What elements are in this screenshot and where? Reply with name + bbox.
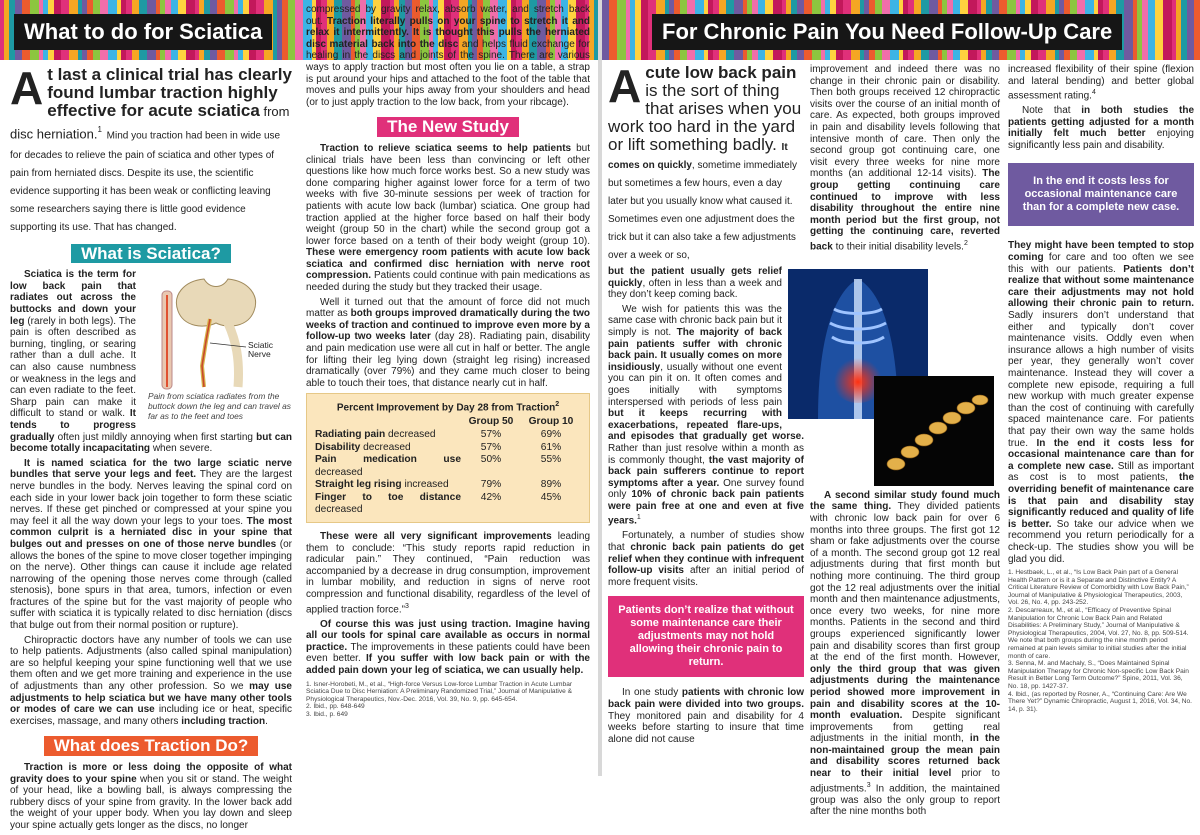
table-title: Percent Improvement by Day 28 from Traction$^2$	[336, 401, 560, 414]
table-rows	[315, 429, 581, 517]
right-banner-title: For Chronic Pain You Need Follow-Up Care	[652, 14, 1122, 50]
right-page	[602, 0, 1200, 818]
stripe	[1148, 0, 1155, 60]
study-paragraph-2: Well it turned out that the amount of force did not much matter as both groups improved dramatically during the two weeks of traction and continued to improve even more by a follow-up two weeks later (day 28). Radiating pain, disability and pain medication use were all cut in half or better. The angle for lifting their leg lying down (straight leg rising) increased dramatically (over 79%) and they came much closer to being able to touch their toes, that distance nearly cut in half.	[306, 296, 590, 389]
sciatic-nerve-illustration	[144, 271, 292, 421]
footnote: 3. Senna, M. and Machaly, S., “Does Maintained Spinal Manipulation Therapy for Chronic Non-specific Low Back Pain Result in Better Long Term Outcome?” Spine, 2011, Vol. 36, No. 18, pp. 1427-37.	[1008, 660, 1189, 691]
table-row: Pain medication use decreased 50% 55%	[315, 454, 562, 478]
footnote: 2. Descarreaux, M., et al., “Efficacy of Preventive Spinal Manipulation for Chronic Low Back Pain and Related Disabilities: A Preliminary Study,” Journal of Manipulative & Physiological Therapeutics, 2004, Vol. 27, No. 8, pp. 509-514. We note that both groups during the nine month period remained at pain levels similar to initial studies after the initial month of care.	[1008, 607, 1189, 660]
heading-what-does-traction-do: What does Traction Do?	[44, 736, 259, 756]
table-row: Finger to toe distance decreased 42% 45%	[315, 491, 562, 516]
stripe	[1155, 0, 1163, 60]
right-col3-paragraph-2: Note that in both studies the patients getting adjusted for a month initially felt much better enjoying significantly less pain and disability.	[1008, 105, 1195, 151]
stripe	[609, 0, 617, 60]
right-col2-paragraph-1: improvement and indeed there was no change in their chronic pain or disability. Then both groups received 12 chiropractic visits over the course of an initial month of care. As expected, both groups improved in pain and disability levels following that intensive month of care. Then only the second group got continuing care, one visit every three weeks for nine more months (an additional 12-14 visits). The group getting continuing care continued to improve with less disability throughout the entire nine month period but the first group, not getting the continuing care, reverted back to their initial disability levels.$^2$	[810, 64, 1000, 253]
right-fortunately-paragraph: Fortunately, a number of studies show that chronic back pain patients do get relief when they continue with infrequent follow-up visits after an initial period of more frequent visits.	[608, 530, 805, 588]
improvement-table	[306, 393, 590, 523]
right-col3-paragraph-1: increased flexibility of their spine (flexion and lateral bending) and better global assessment rating.$^4$	[1008, 64, 1194, 102]
right-column-3	[1008, 64, 1194, 713]
footnote: 2. Ibid., pp. 648-649	[306, 703, 365, 711]
stripe	[277, 0, 282, 60]
right-chronic-paragraph: We wish for patients this was the same case with chronic back pain but it simply is not. The majority of back pain patients suffer with chronic back pain. It usually comes on more insidiously, usually without one event you can pin it on. It often comes and goes initially with symptoms interspersed with periods of less pain but it keeps recurring with exacerbations, repeated flare-ups, and episodes that gradually get worse. Rather than just resolve within a month as is commonly thought, the vast majority of back pain sufferers continue to report symptoms after a year. One survey found only 10% of chronic back pain patients were pain free at one and even at five years.$^1$	[608, 303, 805, 527]
traction-continued-paragraph: compressed by gravity relax, absorb water, and stretch back out. Traction literally pulls on your spine to stretch it and relax it intermittently. It is thought this pulls the herniated disc material back into the disc and helps fluid exchange for healing in the discs and joints of the spine. There are various ways to apply traction but most often you lie on a table, a strap is put around your hips and attached to the foot of the table that moves and pulls your hips away from your shoulders and head (or to just apply traction to the low back, from your ribcage).	[306, 4, 590, 108]
traction-paragraph: Traction is more or less doing the opposite of what gravity does to your spine when you sit or stand. The weight of your head, like a bowling ball, is always compressing the rubbery discs of your spine from gravity. In the lower back add the weight of your upper body. When you lay down and sleep your spine actually gets longer as the discs, no longer	[10, 762, 292, 831]
right-acute-paragraph: but the patient usually gets relief quickly, often in less than a week and they don’t keep coming back.	[608, 266, 782, 301]
table-header-row: Group 50 Group 10	[468, 416, 574, 428]
stripe	[295, 0, 303, 60]
figure-caption: Pain from sciatica radiates from the buttock down the leg and can travel as far as to the feet and toes	[148, 391, 291, 422]
left-banner-title: What to do for Sciatica	[14, 14, 272, 50]
table-row: Radiating pain decreased 57% 69%	[315, 428, 562, 440]
footnote: 1. Hestbaek, L., et al., “Is Low Back Pain part of a General Health Pattern or is it a Separate and Distinctive Entity? A Critical Literature Review of Comorbidity with Low Back Pain,” Journal of Manipulative & Physiological Therapeutics, 2003, Vol. 26, No. 4, pp. 243-252.	[1008, 569, 1189, 607]
sciatica-paragraph-2: It is named sciatica for the two large sciatic nerve bundles that serve your legs and feet. They are the largest nerve bundles in the body. Nerves leaving the spinal cord on each side in your lower back join together to form these sciatic nerves. If these get pinched or compressed at your spine you may feel it all the way down your legs to your toes. The most common culprit is a herniated disc in your spine that bulges out and presses on one of those nerve bundles (or allows the bones of the spine to move closer together impinging on the nerve). Other things can cause it include age related narrowing of the opening those nerves come through (called stenosis), bone spurs in that area, tumors, infection or even fractures of the spine but for the vast majority of people who suffer with sciatica it is typically related to disc herniation (discs that bulge out from their normal position or rupture).	[10, 457, 292, 632]
stripe	[1187, 0, 1194, 60]
stripe	[641, 0, 648, 60]
stripe	[635, 0, 641, 60]
study-paragraph-3: These were all very significant improvements leading them to conclude: “This study reports rapid reduction in radicular pain.” They continued, “Pain reduction was accompanied by a decrease in drug consumption, improvement in lumbar mobility, and reduction in signs of nerve root compression and functional disability, regardless of the level of applied traction force.”$^3$	[306, 531, 591, 615]
stripe	[602, 0, 609, 60]
pelvis-icon	[144, 271, 292, 389]
table-row: Straight leg rising increased 79% 89%	[315, 479, 562, 491]
stripe	[1142, 0, 1148, 60]
footnote: 4. Ibid., (as reported by Rosner, A., “Continuing Care: Are We There Yet?” Dynamic Chiropractic, August 1, 2016, Vol. 34, No. 14, p. 31).	[1008, 690, 1192, 713]
stripe	[1181, 0, 1187, 60]
lede-paragraph: At last a clinical trial has clearly found lumbar traction highly effective for acute sciatica from disc herniation.$^1$ Mind you traction had been in wide use for decades to relieve the pain of sciatica and other types of pain from herniated discs. Despite its use, the scientific evidence supporting it has been weak or conflicting leaving some researchers saying there is little good evidence supporting its use. That has changed.	[10, 62, 292, 233]
stripe	[617, 0, 626, 60]
sciatic-nerve-label: Sciatic Nerve	[248, 340, 274, 360]
right-column-2	[810, 64, 1000, 821]
sciatica-paragraph-1: Sciatica is the term for low back pain that radiates out across the buttocks and down your leg (rarely in both legs). The pain is often described as burning, tingling, or searing rather than a dull ache. It can also cause numbness or weakness in the legs and can even radiate to the feet. Sharp pain can make it difficult to stand or walk. It tends to progress gradually often just mildly annoying when first starting but can become totally incapacitating when severe.	[10, 269, 292, 455]
right-footnotes	[1008, 569, 1194, 713]
footnote: 3. Ibid., p. 649	[306, 710, 348, 718]
stripe	[4, 0, 9, 60]
heading-what-is-sciatica: What is Sciatica?	[71, 244, 231, 264]
stripe	[1137, 0, 1142, 60]
right-col3-paragraph-3: They might have been tempted to stop coming for care and too often we see this with our patients. Patients don’t realize that without some maintenance care their adjustments may not hold allowing their chronic pain to return. Sadly insurers don’t understand that either and typically don’t cover maintenance visits. Oddly even when insurance allows a high number of visits per year, they generally won’t cover maintenance. Instead they will cover a complete new episode, requiring a full new workup with much greater expense than the cost of continuing with carefully spaced maintenance care. For patients that pay their own way the same holds true. In the end it costs less for occasional maintenance care than for a complete new case. Still as important as cost is to most patients, the overriding benefit of maintenance care is that pain and disability stay significantly reduced and quality of life is better. So take our advice when we recommend you return periodically for a check-up. The studies show you will be glad you did.	[1008, 240, 1194, 565]
right-study-paragraph: In one study patients with chronic low back pain were divided into two groups. They monitored pain and disability for 4 weeks before starting to insure that time alone did not cause	[608, 687, 805, 745]
left-page	[0, 0, 598, 831]
stripe	[1163, 0, 1172, 60]
maintenance-callout-pink: Patients don’t realize that without some maintenance care their adjustments may not hold allowing their chronic pain to return.	[608, 596, 804, 677]
table-row: Disability decreased 57% 61%	[315, 441, 562, 453]
sciatica-paragraph-3: Chiropractic doctors have any number of tools we can use to help patients. Adjustments (also called spinal manipulation) are so helpful keeping your spine functioning well that we use them often and we get more training and experience in the use of adjustments than any other profession. So we may use adjustments to help sciatica but we have many other tools or modes of care we can use including ice or heat, specific exercises, massage, and many others including traction.	[10, 634, 293, 727]
stripe	[0, 0, 4, 60]
study-paragraph-1: Traction to relieve sciatica seems to help patients but clinical trials have been less than convincing or left other questions like how much force works best. So a new study was done comparing higher against lower force for a term of two weeks with five 30-minute sessions per week of traction for patients with acute low back (lumbar) sciatica. One group had traction applied at the higher force based on half their body weight (group 50 in the chart) while the second group got a lower force based on a tenth of their body weight (group 10). These were emergency room patients with acute low back sciatica and confirmed disc herniation with nerve root compression. Patients could continue with pain medications as needed during the study but they tracked their usage.	[306, 142, 590, 294]
study-paragraph-4: Of course this was just using traction. Imagine having all our tools for spinal care available as occurs in normal practice. The improvements in these patients could have been even better. If you suffer with low back pain or with the added pain down your leg of sciatica, we can usually help.	[306, 618, 590, 676]
stripe	[288, 0, 295, 60]
stripe	[1133, 0, 1137, 60]
stripe	[1124, 0, 1133, 60]
vertebrae-icon	[874, 376, 994, 486]
stripe	[1172, 0, 1176, 60]
right-col2-paragraph-2: A second similar study found much the same thing. They divided patients with chronic low back pain for over 6 months into three groups. The first got 12 sham or fake adjustments over the course of a month. The second group got 12 real adjustments during that first month but nothing more continuing. The third group got the 12 real adjustments over the initial month and then maintenance adjustments, once every two weeks, for nine more months. Patients in the second and third groups experienced significantly lower pain and disability scores than first group at the end of the first month. However, only the third group that was given adjustments during the maintenance period showed more improvement in pain and disability scores at the 10-month evaluation. Despite significant improvements from getting real adjustments in the initial month, in the non-maintained group the mean pain and disability scores returned back near to their initial level prior to adjustments.$^3$ In addition, the maintained group was also the only group to report after the nine months both	[810, 489, 1001, 818]
cost-callout-purple: In the end it costs less for occasional maintenance care than for a complete new case.	[1008, 163, 1194, 226]
right-column-1	[608, 60, 805, 748]
footnote: 1. Isner-Horobeti, M., et al., “High-force Versus Low-force Lumbar Traction in Acute Lumbar Sciatica Due to Disc Herniation: A Preliminary Randomized Trial,” Journal of Manipulative & Physiological Therapeutics, Nov.-Dec. 2016, Vol. 39, No. 9, pp. 645-654.	[306, 680, 573, 703]
stripe	[273, 0, 277, 60]
dropcap: A	[10, 62, 44, 114]
vertebrae-photo	[874, 376, 994, 486]
right-lede-paragraph: Acute low back pain is the sort of thing that arises when you work too hard in the yard or lift something badly. It comes on quickly, sometime immediately but sometimes a few hours, even a day later but you usually know what caused it. Sometimes even one adjustment does the trick but it can also take a few adjustments over a week or so,	[608, 60, 802, 261]
heading-the-new-study: The New Study	[377, 117, 519, 137]
stripe	[1176, 0, 1181, 60]
intro-text: Mind you traction had been in wide use for decades to relieve the pain of sciatica and other types of pain from herniated discs. Despite its use, the scientific evidence supporting it has been weak or conflicting leaving some researchers saying there is little good evidence supporting its use. That has changed.	[10, 130, 281, 233]
left-footnotes	[306, 681, 590, 719]
stripe	[1194, 0, 1200, 60]
stripe	[630, 0, 635, 60]
left-column-1	[10, 62, 293, 835]
stripe	[282, 0, 288, 60]
left-column-2	[306, 4, 590, 719]
stripe	[626, 0, 630, 60]
